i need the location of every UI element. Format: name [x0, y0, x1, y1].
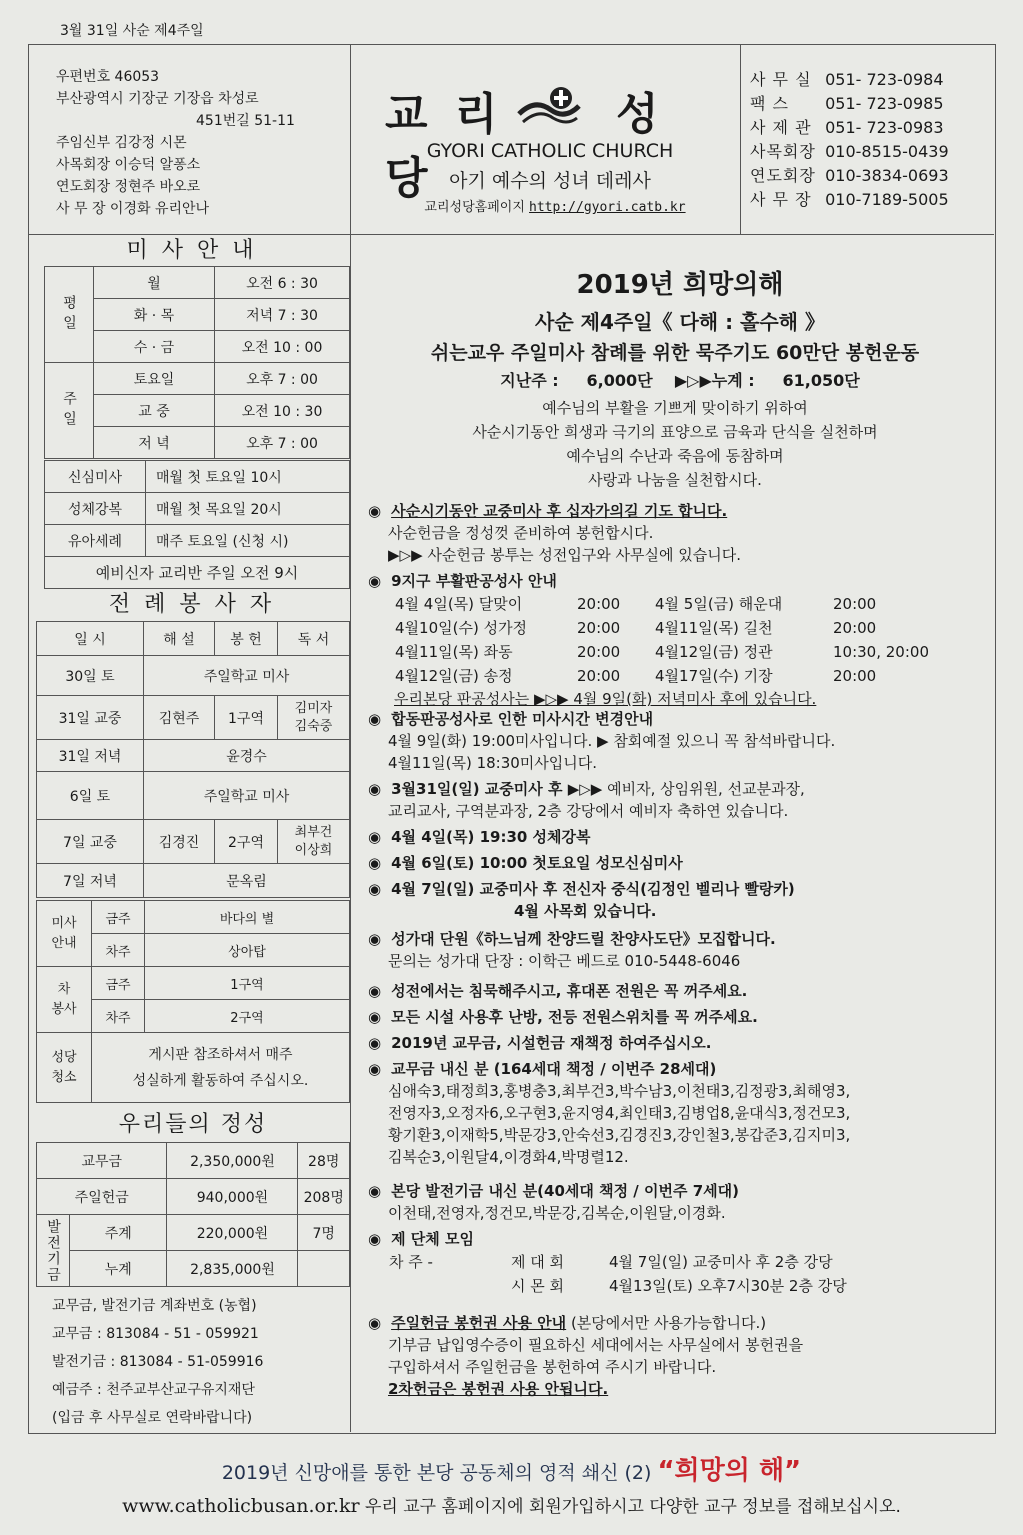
notice-line: 4월 사목회 있습니다. — [514, 902, 657, 920]
offering-count: 208명 — [298, 1179, 350, 1215]
contact-label: 사 무 실 — [750, 70, 812, 89]
contact-phone: 010-8515-0439 — [825, 142, 949, 161]
notice-group-meetings — [368, 1228, 848, 1298]
notice-head: 사순시기동안 교중미사 후 십자가의길 기도 합니다. — [391, 502, 728, 520]
label-part: 봉사 — [51, 1001, 77, 1017]
contact-row — [750, 188, 949, 212]
contact-label: 사목회장 — [750, 142, 816, 161]
bank-info — [52, 1292, 263, 1432]
service-table — [36, 900, 350, 1103]
notice-silence — [368, 980, 747, 1002]
liturgy-commentator: 김현주 — [144, 696, 215, 740]
confession-table — [394, 592, 930, 688]
liturgy-offering: 1구역 — [215, 696, 278, 740]
mass-time: 오전 6 : 30 — [215, 267, 350, 299]
address-line: 사목회장 이승덕 알퐁소 — [56, 157, 201, 173]
mass-time: 저녁 7 : 30 — [215, 299, 350, 331]
meeting-when: 차 주 - — [389, 1253, 433, 1271]
confession-time: 20:00 — [577, 667, 621, 685]
address-line: 연도회장 정현주 바오로 — [56, 179, 201, 195]
notice-line: 4월 9일(화) 19:00미사입니다. ▶ 참회예절 있으니 꼭 참석바랍니다. — [388, 732, 836, 750]
contact-phone: 051- 723-0984 — [825, 70, 944, 89]
liturgy-date: 31일 교중 — [37, 696, 144, 740]
church-patron: 아기 예수의 성녀 데레사 — [449, 170, 651, 192]
special-mass-name: 신심미사 — [45, 461, 146, 493]
diocese-link[interactable]: www.catholicbusan.or.kr — [122, 1495, 360, 1517]
address-line: 부산광역시 기장군 기장읍 차성로 — [56, 91, 259, 107]
contact-label: 연도회장 — [750, 166, 816, 185]
confession-parish: 4월10일(수) 성가정 — [395, 619, 528, 637]
contributor-line: 황기환3,이재학5,박문강3,안숙선3,김경진3,강인철3,봉갑준3,김지미3, — [388, 1126, 851, 1144]
mass-time: 오전 10 : 30 — [215, 395, 350, 427]
footer-slogan — [0, 1450, 1023, 1487]
mass-day: 저 녁 — [94, 427, 215, 459]
liturgy-table — [36, 621, 350, 898]
liturgy-date: 6일 토 — [37, 772, 144, 820]
notice-confession-schedule — [368, 570, 930, 710]
offering-table — [36, 1142, 350, 1287]
offering-name: 주일헌금 — [37, 1179, 167, 1215]
confession-time: 20:00 — [833, 667, 877, 685]
notice-head: 주일헌금 봉헌권 사용 안내 — [391, 1314, 567, 1332]
confession-parish: 4월 5일(금) 해운대 — [655, 595, 783, 613]
mass-guide-value: 바다의 별 — [145, 901, 350, 934]
notice-head: 4월 4일(목) 19:30 성체강복 — [391, 828, 591, 846]
car-service-value: 2구역 — [145, 1000, 350, 1033]
liturgy-header: 해 설 — [144, 622, 215, 656]
contact-list — [750, 68, 949, 212]
week-title: 사순 제4주일《 다해 : 홀수해 》 — [535, 310, 825, 334]
contact-row — [750, 92, 949, 116]
special-mass-name: 성체강복 — [45, 493, 146, 525]
bullet-icon: ◉ — [368, 1060, 382, 1078]
notice-head: 9지구 부활판공성사 안내 — [391, 572, 557, 590]
offering-amount: 2,350,000원 — [167, 1143, 298, 1179]
notice-offering-voucher — [368, 1312, 803, 1400]
notice-line: 사순헌금을 정성껏 준비하여 봉헌합시다. — [388, 524, 654, 542]
cleaning-line: 게시판 참조하셔서 매주 — [148, 1046, 293, 1063]
meeting-when — [388, 1274, 510, 1298]
confession-time: 20:00 — [833, 595, 877, 613]
church-english-name: GYORI CATHOLIC CHURCH — [426, 140, 674, 162]
liturgy-offering: 2구역 — [215, 820, 278, 864]
liturgy-header: 봉 헌 — [215, 622, 278, 656]
mass-guide-label — [37, 901, 92, 967]
mass-day: 토요일 — [94, 363, 215, 395]
confession-parish: 4월12일(금) 정관 — [655, 643, 773, 661]
bullet-icon: ◉ — [368, 1314, 382, 1332]
bank-line: (입금 후 사무실로 연락바랍니다) — [52, 1410, 253, 1426]
contact-phone: 010-7189-5005 — [825, 190, 949, 209]
week-label: 차주 — [92, 1000, 145, 1033]
bullet-icon: ◉ — [368, 710, 382, 728]
liturgy-header: 일 시 — [37, 622, 144, 656]
meeting-group: 제 대 회 — [511, 1253, 565, 1271]
notice-line: 구입하셔서 주일헌금을 봉헌하여 주시기 바랍니다. — [388, 1358, 717, 1376]
rosary-campaign: 쉬는교우 주일미사 참례를 위한 묵주기도 60만단 봉헌운동 — [430, 342, 920, 364]
bank-line: 발전기금 : 813084 - 51-059916 — [52, 1354, 264, 1370]
meeting-group: 시 몬 회 — [511, 1277, 565, 1295]
weekday-label: 평일 — [45, 267, 94, 363]
label-part: 차 — [57, 981, 71, 997]
contributor-line: 이천태,전영자,정건모,박문강,김복순,이원달,이경화. — [388, 1204, 726, 1222]
church-name-left: 교 리 — [385, 89, 504, 140]
notice-head: 모든 시설 사용후 난방, 전등 전원스위치를 꼭 꺼주세요. — [391, 1008, 758, 1026]
church-name-right: 성 당 — [385, 89, 665, 204]
address-line: 451번길 51-11 — [196, 113, 295, 129]
notice-line: 문의는 성가대 단장 : 이학근 베드로 010-5448-6046 — [388, 952, 741, 970]
bullet-icon: ◉ — [368, 1182, 382, 1200]
liturgy-note: 주일학교 미사 — [144, 772, 350, 820]
liturgy-note: 문옥림 — [144, 864, 350, 898]
notice-head: 4월 6일(토) 10:00 첫토요일 성모신심미사 — [391, 854, 683, 872]
confession-time: 20:00 — [833, 619, 877, 637]
cleaning-line: 성실하게 활동하여 주십시오. — [132, 1072, 309, 1089]
mass-time: 오후 7 : 00 — [215, 363, 350, 395]
liturgy-note: 윤경수 — [144, 740, 350, 772]
meeting-table — [388, 1250, 848, 1298]
notice-dev-fund-contributors — [368, 1180, 739, 1224]
contact-row — [750, 116, 949, 140]
notice-head: 성가대 단원《하느님께 찬양드릴 찬양사도단》모집합니다. — [391, 930, 776, 948]
label-part: 성당 — [51, 1049, 77, 1065]
contact-row — [750, 68, 949, 92]
homepage-link[interactable]: http://gyori.catb.kr — [529, 200, 686, 215]
date-line: 3월 31일 사순 제4주일 — [60, 23, 204, 39]
liturgy-readers — [278, 696, 350, 740]
special-mass-name: 유아세례 — [45, 525, 146, 557]
notice-catechumen-party — [368, 778, 805, 822]
confession-parish: 4월12일(금) 송정 — [395, 667, 513, 685]
mass-day: 수 · 금 — [94, 331, 215, 363]
notice-mass-time-change — [368, 708, 835, 774]
notice-line: 예비자, 상임위원, 선교분과장, — [607, 780, 805, 798]
confession-parish: 4월11일(목) 길천 — [655, 619, 773, 637]
bullet-icon: ◉ — [368, 982, 382, 1000]
special-mass-time: 매주 토요일 (신청 시) — [146, 525, 350, 557]
liturgy-date: 7일 교중 — [37, 820, 144, 864]
offering-name: 교무금 — [37, 1143, 167, 1179]
mass-time: 오후 7 : 00 — [215, 427, 350, 459]
address-line: 우편번호 46053 — [56, 69, 160, 85]
label-part: 안내 — [51, 935, 77, 951]
notice-line: 2차헌금은 봉헌권 사용 안됩니다. — [388, 1380, 609, 1398]
offering-amount: 2,835,000원 — [167, 1251, 298, 1287]
contributor-line: 전영자3,오정자6,오구현3,윤지영4,최인태3,김병업8,윤대식3,정건모3, — [388, 1104, 851, 1122]
cleaning-label — [37, 1033, 92, 1103]
rosary-tally: 지난주 : 6,000단 ▶▷▶누계 : 61,050단 — [500, 371, 860, 390]
notice-benediction — [368, 826, 591, 848]
contact-phone: 051- 723-0985 — [825, 94, 944, 113]
reader-name: 김미자 — [294, 700, 333, 716]
homepage-label: 교리성당홈페이지 — [424, 200, 525, 215]
diocese-text: 우리 교구 홈페이지에 회원가입하시고 다양한 교구 정보를 접해보십시오. — [365, 1497, 901, 1517]
notice-line: 4월11일(목) 18:30미사입니다. — [388, 754, 598, 772]
intro-line: 사순시기동안 희생과 극기의 표양으로 금육과 단식을 실천하며 — [472, 423, 878, 441]
footer-diocese — [0, 1492, 1023, 1517]
notice-dues — [368, 1032, 711, 1054]
car-service-label — [37, 967, 92, 1033]
notice-line: ▶▷▶ 사순헌금 봉투는 성전입구와 사무실에 있습니다. — [388, 546, 742, 564]
label-part: 미사 — [51, 915, 77, 931]
notice-line: (본당에서만 사용가능합니다.) — [570, 1314, 767, 1332]
notice-line: 우리본당 판공성사는 ▶▷▶ 4월 9일(화) 저녁미사 후에 있습니다. — [394, 690, 817, 708]
liturgy-readers — [278, 820, 350, 864]
dev-fund-period: 주계 — [70, 1215, 167, 1251]
mass-title: 미사안내 — [126, 238, 268, 263]
liturgy-commentator: 김경진 — [144, 820, 215, 864]
confession-time: 10:30, 20:00 — [833, 643, 929, 661]
notice-line: 기부금 납입영수증이 필요하신 세대에서는 사무실에서 봉헌권을 — [388, 1336, 804, 1354]
mass-time: 오전 10 : 00 — [215, 331, 350, 363]
contact-phone: 051- 723-0983 — [825, 118, 944, 137]
notice-head: 교무금 내신 분 (164세대 책정 / 이번주 28세대) — [391, 1060, 717, 1078]
reader-name: 이상희 — [294, 842, 333, 858]
offering-count: 28명 — [298, 1143, 350, 1179]
notice-line: 교리교사, 구역분과장, 2층 강당에서 예비자 축하연 있습니다. — [388, 802, 789, 820]
address-line: 주임신부 김강정 시몬 — [56, 135, 187, 151]
year-title: 2019년 희망의해 — [576, 270, 784, 300]
notice-head: 4월 7일(일) 교중미사 후 전신자 중식(김정인 벨리나 빨랑카) — [391, 880, 795, 898]
confession-time: 20:00 — [577, 643, 621, 661]
bullet-icon: ◉ — [368, 1034, 382, 1052]
address-block — [56, 66, 295, 220]
notice-first-saturday — [368, 852, 683, 874]
slogan-text: 2019년 신망애를 통한 본당 공동체의 영적 쇄신 (2) — [221, 1462, 652, 1484]
special-mass-time: 매월 첫 목요일 20시 — [146, 493, 350, 525]
slogan-highlight: “희망의 해” — [657, 1456, 802, 1486]
notice-lunch — [368, 878, 795, 922]
contributor-line: 김복순3,이원달4,이경화4,박명렬12. — [388, 1148, 629, 1166]
column-divider — [350, 44, 351, 1432]
confession-parish: 4월17일(수) 기장 — [655, 667, 773, 685]
intro-line: 예수님의 수난과 죽음에 동참하며 — [566, 447, 784, 465]
bullet-icon: ◉ — [368, 828, 382, 846]
cross-wave-icon — [517, 84, 581, 130]
address-line: 사 무 장 이경화 유리안나 — [56, 201, 210, 217]
bullet-icon: ◉ — [368, 1008, 382, 1026]
week-label: 금주 — [92, 901, 145, 934]
catechumen-class: 예비신자 교리반 주일 오전 9시 — [45, 557, 350, 589]
mass-day: 월 — [94, 267, 215, 299]
bullet-icon: ◉ — [368, 572, 382, 590]
liturgy-header: 독 서 — [278, 622, 350, 656]
notice-head: 합동판공성사로 인한 미사시간 변경안내 — [391, 710, 654, 728]
bank-line: 교무금, 발전기금 계좌번호 (농협) — [52, 1298, 257, 1314]
contact-row — [750, 164, 949, 188]
offering-count: 7명 — [298, 1215, 350, 1251]
intro-line: 사랑과 나눔을 실천합시다. — [588, 471, 762, 489]
offering-amount: 940,000원 — [167, 1179, 298, 1215]
liturgy-note: 주일학교 미사 — [144, 656, 350, 696]
meeting-detail: 4월13일(토) 오후7시30분 2층 강당 — [609, 1277, 847, 1295]
mass-schedule-table — [44, 266, 350, 459]
notice-head: 3월31일(일) 교중미사 후 ▶▷▶ — [391, 780, 603, 798]
special-mass-table — [44, 460, 350, 589]
notice-stations-of-cross — [368, 500, 741, 566]
homepage-line — [385, 196, 725, 215]
confession-parish: 4월11일(목) 좌동 — [395, 643, 513, 661]
bank-line: 교무금 : 813084 - 51 - 059921 — [52, 1326, 259, 1342]
intro-line: 예수님의 부활을 기쁘게 맞이하기 위하여 — [542, 399, 808, 417]
contributor-line: 심애숙3,태정희3,홍병충3,최부건3,박수남3,이천태3,김정광3,최해영3, — [388, 1082, 851, 1100]
notice-switch-off — [368, 1006, 758, 1028]
liturgy-date: 30일 토 — [37, 656, 144, 696]
reader-name: 김숙중 — [294, 718, 333, 734]
bullet-icon: ◉ — [368, 780, 382, 798]
lent-intro — [360, 396, 990, 492]
bullet-icon: ◉ — [368, 880, 382, 898]
contact-phone: 010-3834-0693 — [825, 166, 949, 185]
notice-choir — [368, 928, 776, 972]
notice-head: 제 단체 모임 — [391, 1230, 474, 1248]
mass-day: 화 · 목 — [94, 299, 215, 331]
contact-label: 팩 스 — [750, 94, 789, 113]
liturgy-date: 31일 저녁 — [37, 740, 144, 772]
special-mass-time: 매월 첫 토요일 10시 — [146, 461, 350, 493]
header-divider — [28, 234, 994, 235]
meeting-detail: 4월 7일(일) 교중미사 후 2층 강당 — [609, 1253, 833, 1271]
bank-line: 예금주 : 천주교부산교구유지재단 — [52, 1382, 255, 1398]
bullet-icon: ◉ — [368, 854, 382, 872]
sunday-label: 주일 — [45, 363, 94, 459]
contact-divider — [740, 44, 741, 234]
confession-time: 20:00 — [577, 619, 621, 637]
cleaning-text — [92, 1033, 350, 1103]
notice-head: 본당 발전기금 내신 분(40세대 책정 / 이번주 7세대) — [391, 1182, 739, 1200]
reader-name: 최부건 — [294, 824, 333, 840]
bullet-icon: ◉ — [368, 502, 382, 520]
contact-row — [750, 140, 949, 164]
bullet-icon: ◉ — [368, 930, 382, 948]
liturgy-date: 7일 저녁 — [37, 864, 144, 898]
contact-label: 사 무 장 — [750, 190, 812, 209]
week-label: 금주 — [92, 967, 145, 1000]
notice-dues-contributors — [368, 1058, 850, 1168]
offering-title: 우리들의 정성 — [118, 1112, 268, 1137]
notice-head: 성전에서는 침묵해주시고, 휴대폰 전원은 꼭 꺼주세요. — [391, 982, 748, 1000]
mass-guide-value: 상아탑 — [145, 934, 350, 967]
confession-time: 20:00 — [577, 595, 621, 613]
mass-day: 교 중 — [94, 395, 215, 427]
confession-parish: 4월 4일(목) 달맞이 — [395, 595, 523, 613]
contact-label: 사 제 관 — [750, 118, 812, 137]
label-part: 청소 — [51, 1069, 77, 1085]
notice-head: 2019년 교무금, 시설헌금 재책정 하여주십시오. — [391, 1034, 712, 1052]
liturgy-title: 전례봉사자 — [108, 592, 286, 617]
dev-fund-label: 발전기금 — [37, 1215, 70, 1287]
offering-count — [298, 1251, 350, 1287]
offering-amount: 220,000원 — [167, 1215, 298, 1251]
car-service-value: 1구역 — [145, 967, 350, 1000]
bullet-icon: ◉ — [368, 1230, 382, 1248]
dev-fund-period: 누계 — [70, 1251, 167, 1287]
week-label: 차주 — [92, 934, 145, 967]
